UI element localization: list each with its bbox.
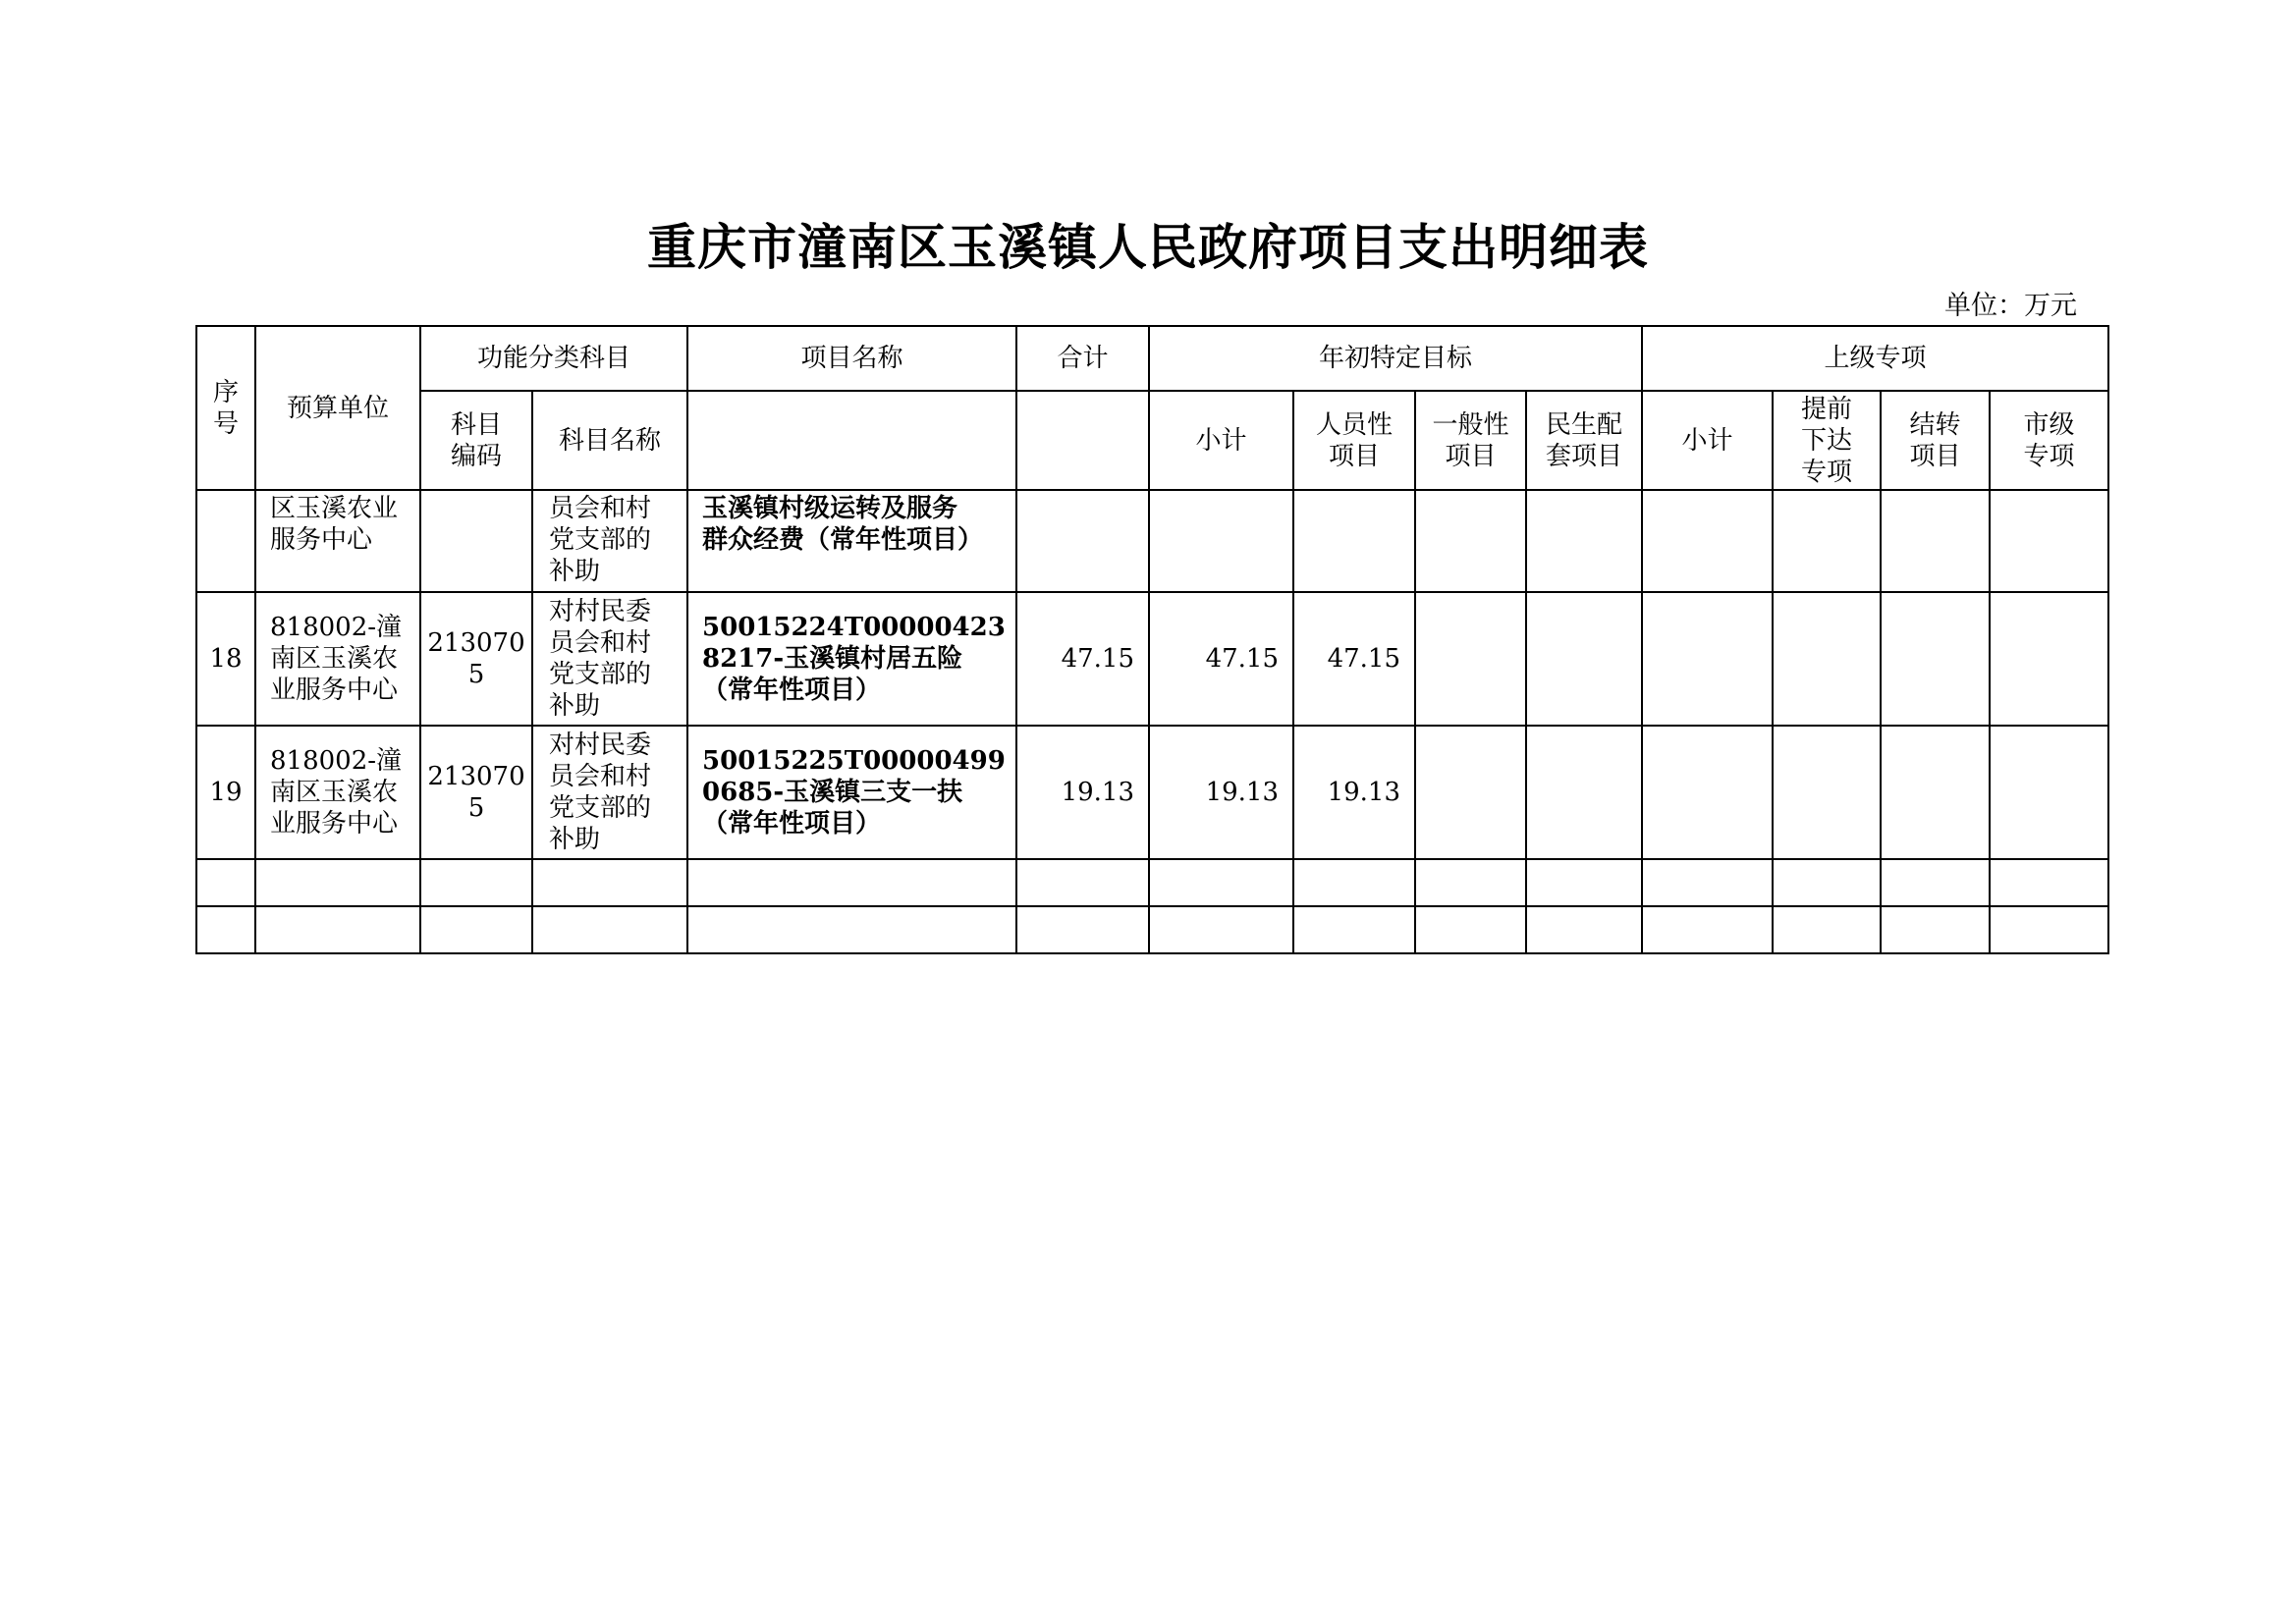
cell-subject-name: 对村民委员会和村党支部的补助 — [532, 726, 687, 859]
header-row-2 — [196, 391, 2108, 490]
cell-budget-unit: 区玉溪农业服务中心 — [255, 490, 420, 592]
cell-city — [1990, 592, 2108, 726]
table-row — [196, 490, 2108, 592]
page-title: 重庆市潼南区玉溪镇人民政府项目支出明细表 — [647, 218, 1649, 276]
cell-city — [1990, 490, 2108, 592]
cell-livelihood — [1526, 592, 1642, 726]
cell-livelihood — [1526, 726, 1642, 859]
expenditure-table — [195, 325, 2109, 954]
header-seq: 序号 — [196, 326, 255, 490]
header-personnel: 人员性项目 — [1293, 391, 1415, 490]
cell-subject-code — [420, 490, 532, 592]
header-superior: 上级专项 — [1642, 326, 2108, 391]
header-func-class: 功能分类科目 — [420, 326, 687, 391]
cell-subject-name: 对村民委员会和村党支部的补助 — [532, 592, 687, 726]
cell-subject-code: 2130705 — [420, 726, 532, 859]
cell-sup-subtotal — [1642, 726, 1773, 859]
cell-personnel: 47.15 — [1293, 592, 1415, 726]
header-annual-target: 年初特定目标 — [1149, 326, 1642, 391]
unit-label: 单位：万元 — [1944, 291, 2077, 321]
cell-carryover — [1881, 592, 1990, 726]
cell-carryover — [1881, 490, 1990, 592]
header-project-name: 项目名称 — [687, 326, 1016, 391]
cell-total: 19.13 — [1016, 726, 1149, 859]
cell-advance — [1773, 592, 1881, 726]
cell-subject-name: 员会和村党支部的补助 — [532, 490, 687, 592]
cell-sup-subtotal — [1642, 592, 1773, 726]
cell-seq — [196, 490, 255, 592]
cell-carryover — [1881, 726, 1990, 859]
cell-subtotal: 47.15 — [1149, 592, 1293, 726]
header-project-name-blank — [687, 391, 1016, 490]
header-carryover: 结转项目 — [1881, 391, 1990, 490]
cell-budget-unit: 818002-潼南区玉溪农业服务中心 — [255, 726, 420, 859]
cell-subtotal — [1149, 490, 1293, 592]
header-sup-subtotal: 小计 — [1642, 391, 1773, 490]
cell-project-name: 50015224T000004238217-玉溪镇村居五险（常年性项目） — [687, 592, 1016, 726]
empty-row — [196, 859, 2108, 906]
cell-total — [1016, 490, 1149, 592]
header-general: 一般性项目 — [1415, 391, 1526, 490]
header-subject-name: 科目名称 — [532, 391, 687, 490]
header-advance: 提前下达专项 — [1773, 391, 1881, 490]
header-subject-code: 科目编码 — [420, 391, 532, 490]
cell-total: 47.15 — [1016, 592, 1149, 726]
header-subtotal: 小计 — [1149, 391, 1293, 490]
cell-general — [1415, 490, 1526, 592]
header-budget-unit: 预算单位 — [255, 326, 420, 490]
header-total-blank — [1016, 391, 1149, 490]
cell-subtotal: 19.13 — [1149, 726, 1293, 859]
header-total: 合计 — [1016, 326, 1149, 391]
header-livelihood: 民生配套项目 — [1526, 391, 1642, 490]
header-row-1 — [196, 326, 2108, 391]
cell-project-name: 玉溪镇村级运转及服务群众经费（常年性项目） — [687, 490, 1016, 592]
cell-general — [1415, 726, 1526, 859]
cell-advance — [1773, 490, 1881, 592]
cell-budget-unit: 818002-潼南区玉溪农业服务中心 — [255, 592, 420, 726]
cell-personnel: 19.13 — [1293, 726, 1415, 859]
cell-sup-subtotal — [1642, 490, 1773, 592]
cell-seq: 18 — [196, 592, 255, 726]
cell-advance — [1773, 726, 1881, 859]
cell-city — [1990, 726, 2108, 859]
cell-livelihood — [1526, 490, 1642, 592]
table-row — [196, 726, 2108, 859]
table-row — [196, 592, 2108, 726]
cell-project-name: 50015225T000004990685-玉溪镇三支一扶（常年性项目） — [687, 726, 1016, 859]
cell-personnel — [1293, 490, 1415, 592]
cell-general — [1415, 592, 1526, 726]
header-city: 市级专项 — [1990, 391, 2108, 490]
empty-row — [196, 906, 2108, 953]
cell-subject-code: 2130705 — [420, 592, 532, 726]
cell-seq: 19 — [196, 726, 255, 859]
